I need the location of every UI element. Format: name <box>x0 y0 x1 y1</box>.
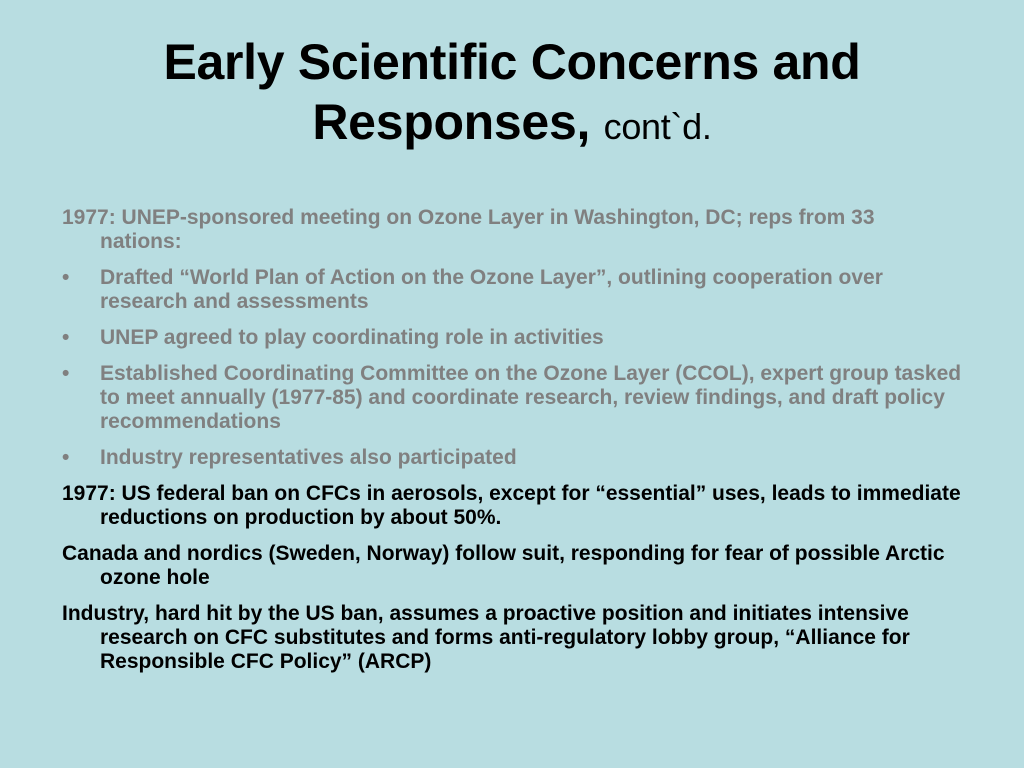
intro-paragraph: 1977: UNEP-sponsored meeting on Ozone Layer in Washington, DC; reps from 33 nations: <box>62 206 875 253</box>
title-line-2 <box>0 92 1024 157</box>
point-paragraph: 1977: US federal ban on CFCs in aerosols, except for “essential” uses, leads to immediate reductions on production by about 50%. <box>62 482 961 529</box>
bullet-marker: • <box>62 362 70 385</box>
point-paragraph: Canada and nordics (Sweden, Norway) follow suit, responding for fear of possible Arctic ozone hole <box>62 542 945 589</box>
bullet-item <box>62 266 962 314</box>
title-line-1: Early Scientific Concerns and <box>163 34 861 90</box>
bullet-text: Industry representatives also participated <box>100 446 517 469</box>
bullet-marker: • <box>62 326 70 349</box>
bullet-marker: • <box>62 266 70 289</box>
bullet-item <box>62 446 962 470</box>
point-paragraph: Industry, hard hit by the US ban, assumes a proactive position and initiates intensive research on CFC substitutes and forms anti-regulatory lobby group, “Alliance for Responsible CFC Policy” (ARCP) <box>62 602 910 673</box>
bullet-text: Drafted “World Plan of Action on the Ozone Layer”, outlining cooperation over research and assessments <box>100 266 883 313</box>
bullet-text: Established Coordinating Committee on the Ozone Layer (CCOL), expert group tasked to meet annually (1977-85) and coordinate research, review findings, and draft policy recommendations <box>100 362 962 433</box>
bullet-item <box>62 362 962 434</box>
slide-content <box>62 206 962 686</box>
slide-title <box>0 32 1024 157</box>
bullet-marker: • <box>62 446 70 469</box>
title-main-text: Responses, <box>312 94 591 150</box>
title-suffix: cont`d. <box>603 106 712 147</box>
bullet-item <box>62 326 962 350</box>
bullet-text: UNEP agreed to play coordinating role in activities <box>100 326 604 349</box>
